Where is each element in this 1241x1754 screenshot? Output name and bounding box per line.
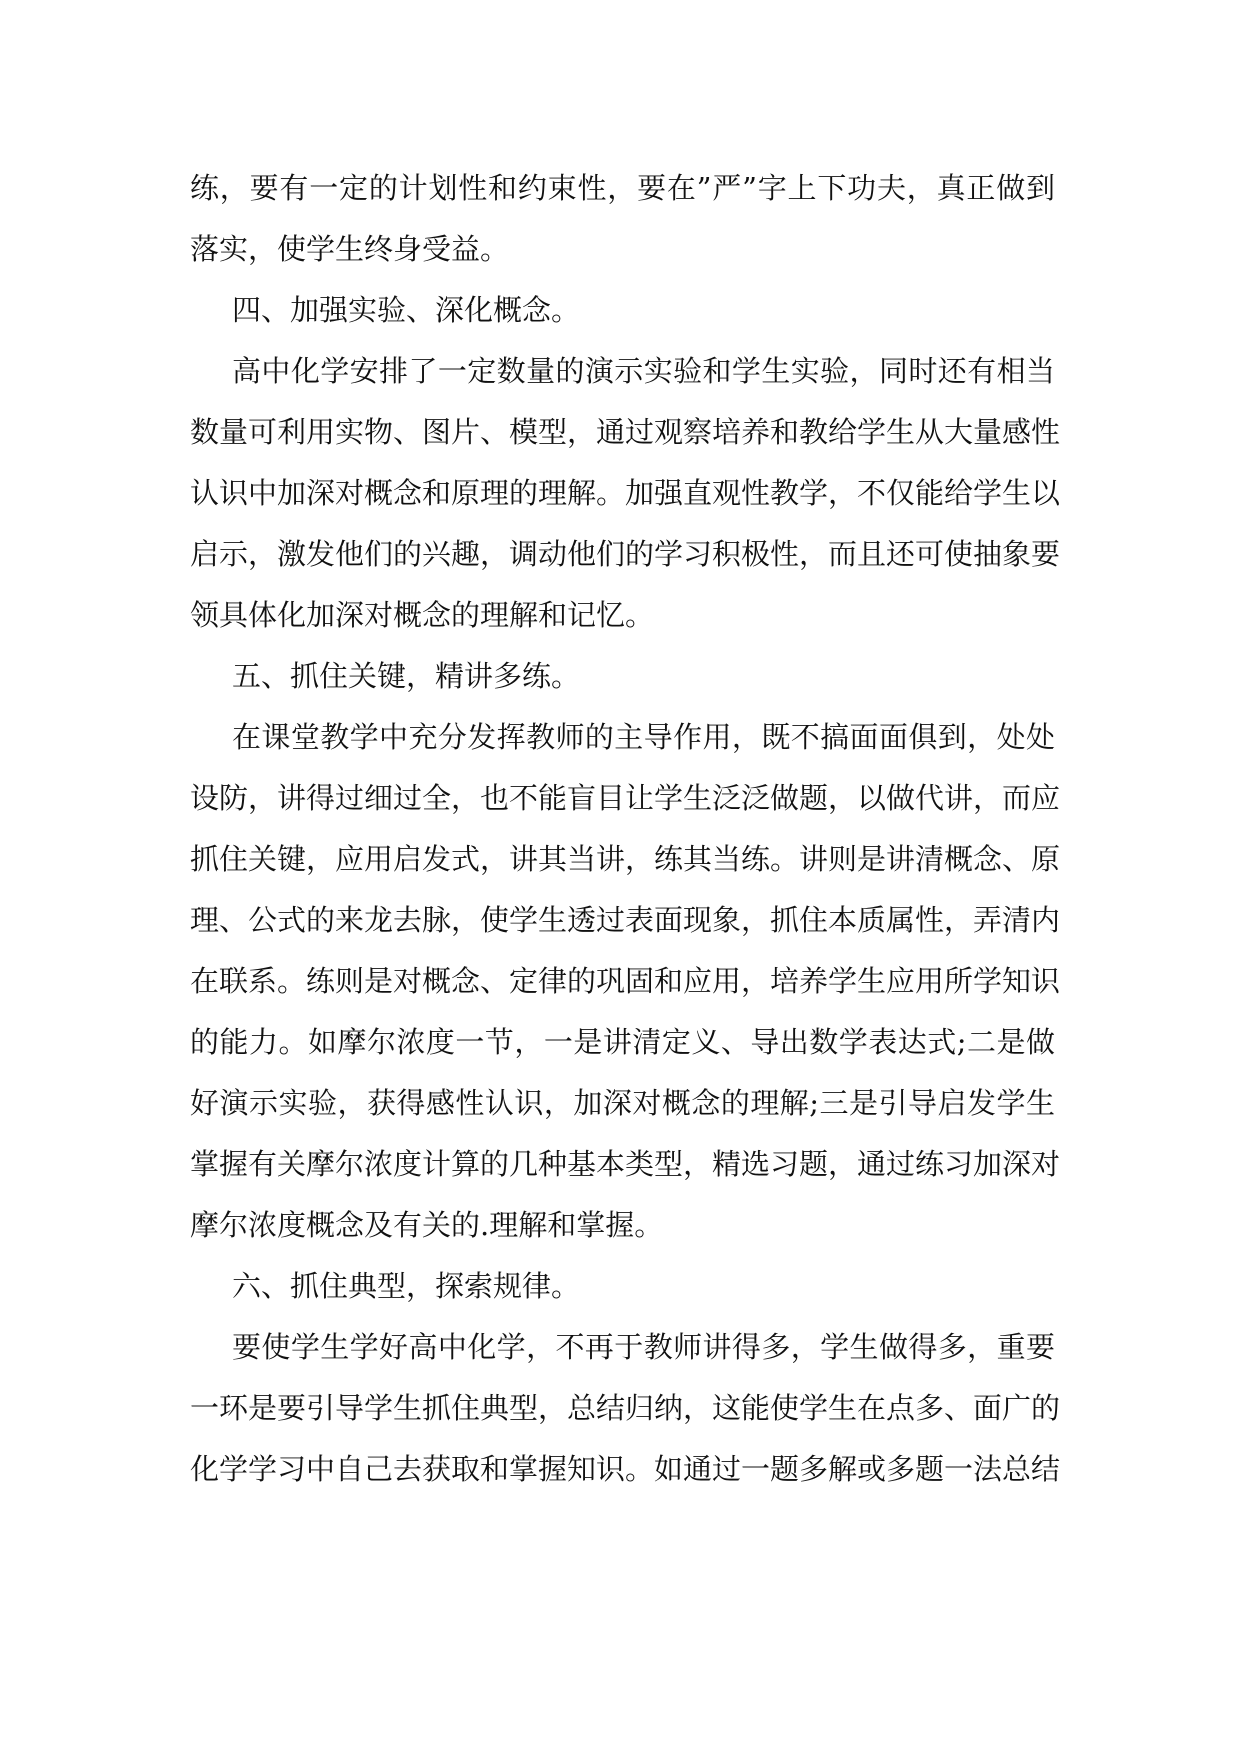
paragraph-line: 摩尔浓度概念及有关的.理解和掌握。	[190, 1208, 664, 1242]
paragraph-line: 好演示实验，获得感性认识，加深对概念的理解;三是引导启发学生	[190, 1086, 1055, 1120]
paragraph-line: 化学学习中自己去获取和掌握知识。如通过一题多解或多题一法总结	[190, 1452, 1061, 1486]
paragraph-line: 落实，使学生终身受益。	[190, 232, 510, 266]
paragraph-line: 在联系。练则是对概念、定律的巩固和应用，培养学生应用所学知识	[190, 964, 1061, 998]
paragraph-line: 领具体化加深对概念的理解和记忆。	[190, 598, 655, 632]
paragraph-line: 认识中加深对概念和原理的理解。加强直观性教学，不仅能给学生以	[190, 476, 1061, 510]
section-heading: 五、抓住关键，精讲多练。	[232, 659, 581, 693]
section-heading: 四、加强实验、深化概念。	[232, 293, 581, 327]
paragraph-line: 理、公式的来龙去脉，使学生透过表面现象，抓住本质属性，弄清内	[190, 903, 1061, 937]
paragraph-line: 设防，讲得过细过全，也不能盲目让学生泛泛做题，以做代讲，而应	[190, 781, 1061, 815]
section-heading: 六、抓住典型，探索规律。	[232, 1269, 581, 1303]
paragraph-line: 一环是要引导学生抓住典型，总结归纳，这能使学生在点多、面广的	[190, 1391, 1061, 1425]
paragraph-line: 的能力。如摩尔浓度一节，一是讲清定义、导出数学表达式;二是做	[190, 1025, 1055, 1059]
paragraph-line: 启示，激发他们的兴趣，调动他们的学习积极性，而且还可使抽象要	[190, 537, 1061, 571]
paragraph-line: 练，要有一定的计划性和约束性，要在”严”字上下功夫，真正做到	[190, 171, 1055, 205]
paragraph-line: 数量可利用实物、图片、模型，通过观察培养和教给学生从大量感性	[190, 415, 1061, 449]
paragraph-line: 抓住关键，应用启发式，讲其当讲，练其当练。讲则是讲清概念、原	[190, 842, 1061, 876]
paragraph-line: 高中化学安排了一定数量的演示实验和学生实验，同时还有相当	[232, 354, 1055, 388]
paragraph-line: 要使学生学好高中化学，不再于教师讲得多，学生做得多，重要	[232, 1330, 1055, 1364]
paragraph-line: 在课堂教学中充分发挥教师的主导作用，既不搞面面俱到，处处	[232, 720, 1055, 754]
paragraph-line: 掌握有关摩尔浓度计算的几种基本类型，精选习题，通过练习加深对	[190, 1147, 1061, 1181]
document-body	[190, 158, 1061, 1500]
